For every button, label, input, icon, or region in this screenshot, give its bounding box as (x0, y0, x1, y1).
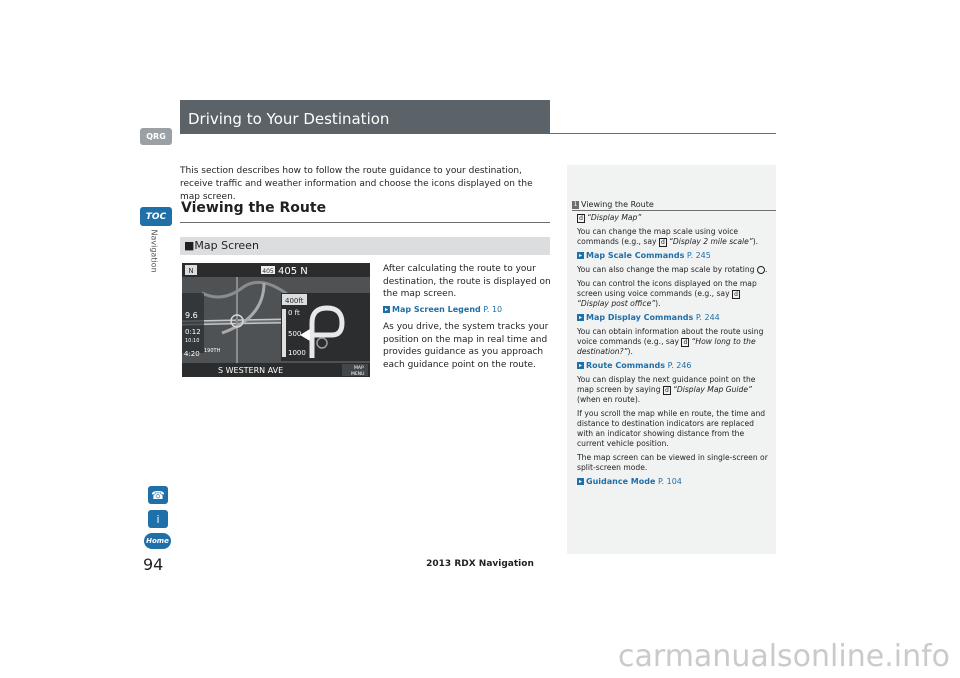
arrival-time: 10:10 (185, 338, 200, 344)
remaining-time: 0:12 (185, 328, 201, 336)
scale-0: 0 ft (288, 309, 300, 317)
street-name-top: 405 N (278, 266, 308, 277)
xref-arrow-icon: ▸ (384, 305, 388, 313)
side-note-divider (572, 210, 776, 211)
voice-icon: d (732, 290, 740, 299)
body-text (383, 263, 553, 374)
page-title-bar (180, 100, 550, 134)
chapter-label: Navigation (149, 229, 159, 273)
road-label: 190TH (204, 348, 221, 354)
side-note-header: 1 Viewing the Route (573, 200, 654, 209)
title-divider (550, 133, 776, 134)
map-screen-image (182, 263, 370, 377)
side-note-body: d “Display Map” You can change the map scale using voice commands (e.g., say d “Display 2 mile scale”). ▸ Map Scale Commands P. 245 You can also change the map scale by rotating . You can control the icons displayed on the map screen using voice commands (e.g., say d“Display post office”). ▸ Map Display Commands P. 244 You can obtain information about the route using voice commands (e.g., say d “How long to the destination?”). ▸ Route Commands P. 246 You can display the next guidance point on the map screen by saying d “Display Map Guide” (when en route). If you scroll the map while en route, the time and distance to destination indicators are replaced with an indicator showing distance from the current vehicle position. The map screen can be viewed in single-screen or split-screen mode. ▸ Guidance Mode P. 104 (577, 213, 772, 491)
map-menu-label-2: MENU (351, 372, 365, 377)
qrg-tab[interactable]: QRG (140, 128, 172, 145)
toc-tab[interactable]: TOC (140, 207, 172, 226)
scale-1000: 1000 (288, 349, 306, 357)
distance-label: 400ft (285, 297, 304, 305)
route-badge: 405 (262, 268, 274, 275)
clock: 4:20 (184, 350, 200, 358)
body-paragraph-2: As you drive, the system tracks your position on the map in real time and provides guidance as you approach each guidance point on the route. (383, 322, 549, 370)
voice-command-icon[interactable]: ☎ (148, 486, 168, 504)
voice-icon: d (577, 214, 585, 223)
section-heading: Viewing the Route (181, 200, 327, 216)
subsection-bar (180, 237, 550, 255)
xref-map-scale-commands[interactable]: ▸ Map Scale Commands P. 245 (578, 251, 711, 260)
home-icon[interactable]: Home (144, 533, 171, 549)
page-title: Driving to Your Destination (188, 110, 390, 128)
interface-dial-icon (757, 266, 765, 274)
xref-route-commands[interactable]: ▸ Route Commands P. 246 (578, 361, 692, 370)
intro-paragraph: This section describes how to follow the route guidance to your destination, receive traffic and weather information and choose the icons displayed on the map screen. (180, 166, 533, 202)
north-indicator: N (188, 267, 194, 275)
page-number: 94 (143, 555, 164, 574)
section-divider (180, 222, 550, 223)
voice-icon: d (663, 386, 671, 395)
scale-500: 500 (288, 330, 302, 338)
subsection-heading: ■Map Screen (184, 239, 259, 252)
voice-icon: d (681, 338, 689, 347)
remaining-distance: 9.6 (185, 311, 198, 320)
xref-map-screen-legend[interactable]: ▸ Map Screen Legend P. 10 (384, 304, 503, 314)
street-name-bottom: S WESTERN AVE (218, 366, 284, 375)
watermark: carmanualsonline.info (618, 639, 950, 674)
footer-title: 2013 RDX Navigation (426, 559, 534, 569)
map-menu-label-1: MAP (354, 366, 364, 371)
voice-icon: d (659, 238, 667, 247)
body-paragraph-1: After calculating the route to your destination, the route is displayed on the map screen. (383, 264, 551, 299)
xref-guidance-mode[interactable]: ▸ Guidance Mode P. 104 (578, 477, 682, 486)
xref-map-display-commands[interactable]: ▸ Map Display Commands P. 244 (578, 313, 720, 322)
info-icon[interactable]: i (148, 510, 168, 528)
